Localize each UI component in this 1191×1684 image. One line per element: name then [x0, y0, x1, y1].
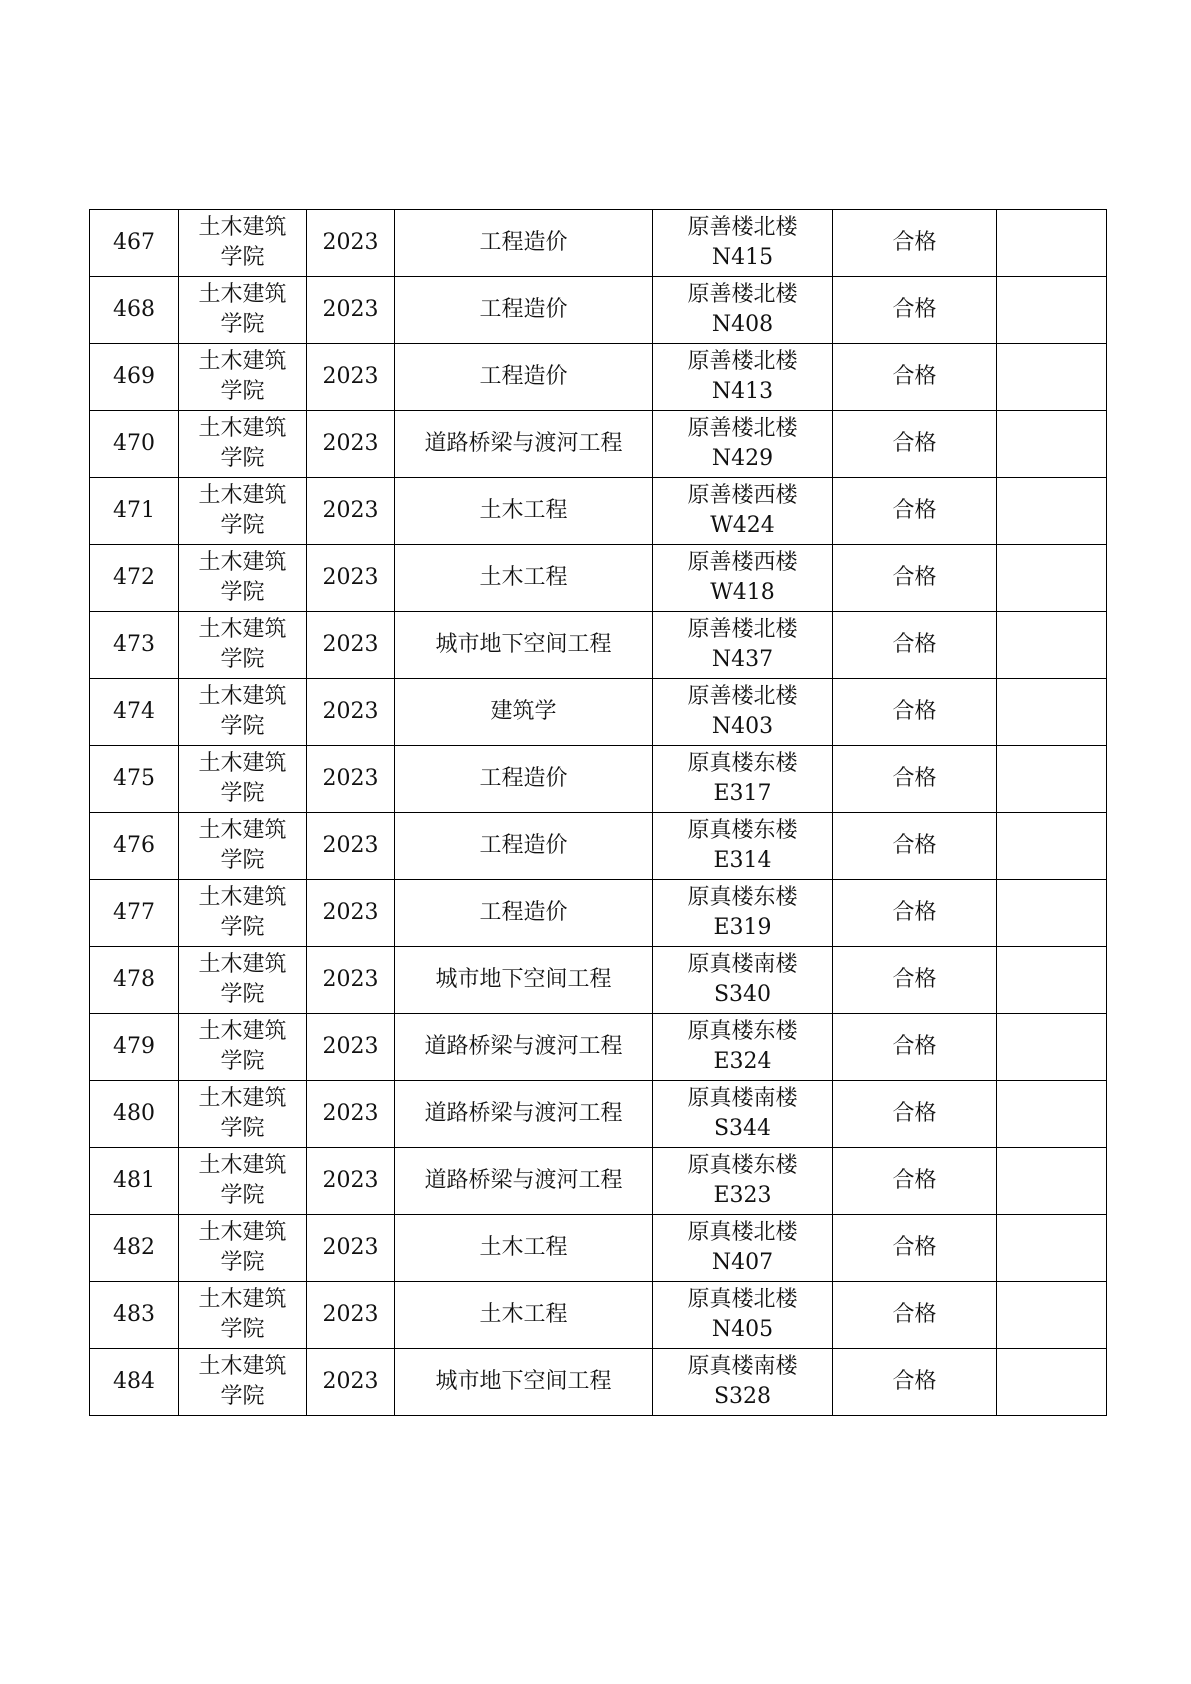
major-cell: 工程造价 — [395, 210, 653, 277]
college-line-1: 土木建筑 — [198, 1354, 287, 1379]
year-cell: 2023 — [307, 545, 395, 612]
college-line-1: 土木建筑 — [198, 1019, 287, 1044]
result-cell: 合格 — [833, 1215, 997, 1282]
major-cell: 城市地下空间工程 — [395, 1349, 653, 1416]
row-number-cell: 480 — [90, 1081, 179, 1148]
building-name: 原真楼东楼 — [687, 885, 798, 910]
college-cell — [179, 545, 307, 612]
college-cell — [179, 813, 307, 880]
building-name: 原善楼北楼 — [687, 684, 798, 709]
location-cell — [653, 210, 833, 277]
remarks-cell — [997, 210, 1107, 277]
location-cell — [653, 478, 833, 545]
major-cell: 工程造价 — [395, 277, 653, 344]
row-number-cell: 468 — [90, 277, 179, 344]
major-cell: 工程造价 — [395, 880, 653, 947]
college-cell — [179, 880, 307, 947]
result-cell: 合格 — [833, 880, 997, 947]
college-cell — [179, 1282, 307, 1349]
remarks-cell — [997, 1081, 1107, 1148]
table-row — [90, 277, 1107, 344]
room-number: S340 — [713, 982, 772, 1007]
college-line-1: 土木建筑 — [198, 885, 287, 910]
row-number-cell: 476 — [90, 813, 179, 880]
result-cell: 合格 — [833, 411, 997, 478]
room-number: W418 — [710, 580, 775, 605]
college-line-1: 土木建筑 — [198, 617, 287, 642]
college-cell — [179, 411, 307, 478]
year-cell: 2023 — [307, 813, 395, 880]
remarks-cell — [997, 1282, 1107, 1349]
major-cell: 工程造价 — [395, 813, 653, 880]
college-line-1: 土木建筑 — [198, 483, 287, 508]
location-cell — [653, 344, 833, 411]
result-cell: 合格 — [833, 478, 997, 545]
room-number: N415 — [711, 245, 774, 270]
college-line-2: 学院 — [220, 1183, 265, 1208]
location-cell — [653, 411, 833, 478]
building-name: 原真楼东楼 — [687, 1019, 798, 1044]
row-number-cell: 471 — [90, 478, 179, 545]
room-number: E319 — [713, 915, 772, 940]
college-cell — [179, 746, 307, 813]
location-cell — [653, 947, 833, 1014]
college-line-2: 学院 — [220, 379, 265, 404]
result-cell: 合格 — [833, 277, 997, 344]
row-number-cell: 469 — [90, 344, 179, 411]
table-row — [90, 1215, 1107, 1282]
major-cell: 道路桥梁与渡河工程 — [395, 1081, 653, 1148]
table-row — [90, 545, 1107, 612]
room-number: E317 — [713, 781, 772, 806]
college-line-1: 土木建筑 — [198, 952, 287, 977]
result-cell: 合格 — [833, 612, 997, 679]
room-number: S328 — [713, 1384, 772, 1409]
building-name: 原真楼南楼 — [687, 952, 798, 977]
building-name: 原善楼北楼 — [687, 215, 798, 240]
college-line-1: 土木建筑 — [198, 751, 287, 776]
college-line-1: 土木建筑 — [198, 1153, 287, 1178]
location-cell — [653, 1282, 833, 1349]
remarks-cell — [997, 277, 1107, 344]
year-cell: 2023 — [307, 210, 395, 277]
remarks-cell — [997, 947, 1107, 1014]
year-cell: 2023 — [307, 880, 395, 947]
remarks-cell — [997, 1014, 1107, 1081]
college-line-2: 学院 — [220, 915, 265, 940]
major-cell: 工程造价 — [395, 746, 653, 813]
table-row — [90, 1349, 1107, 1416]
building-name: 原善楼北楼 — [687, 349, 798, 374]
location-cell — [653, 746, 833, 813]
result-cell: 合格 — [833, 545, 997, 612]
result-cell: 合格 — [833, 1014, 997, 1081]
result-cell: 合格 — [833, 1282, 997, 1349]
table-row — [90, 1014, 1107, 1081]
location-cell — [653, 1148, 833, 1215]
major-cell: 城市地下空间工程 — [395, 947, 653, 1014]
table-row — [90, 210, 1107, 277]
table-row — [90, 679, 1107, 746]
building-name: 原真楼东楼 — [687, 818, 798, 843]
major-cell: 城市地下空间工程 — [395, 612, 653, 679]
result-cell: 合格 — [833, 1081, 997, 1148]
location-cell — [653, 1014, 833, 1081]
building-name: 原善楼西楼 — [687, 550, 798, 575]
remarks-cell — [997, 344, 1107, 411]
college-line-2: 学院 — [220, 1250, 265, 1275]
table-row — [90, 1282, 1107, 1349]
year-cell: 2023 — [307, 1014, 395, 1081]
college-line-2: 学院 — [220, 580, 265, 605]
college-cell — [179, 478, 307, 545]
college-line-2: 学院 — [220, 1116, 265, 1141]
room-number: W424 — [710, 513, 775, 538]
college-line-1: 土木建筑 — [198, 1086, 287, 1111]
room-number: N413 — [711, 379, 774, 404]
major-cell: 工程造价 — [395, 344, 653, 411]
row-number-cell: 479 — [90, 1014, 179, 1081]
remarks-cell — [997, 478, 1107, 545]
college-line-2: 学院 — [220, 1049, 265, 1074]
result-cell: 合格 — [833, 679, 997, 746]
result-cell: 合格 — [833, 1349, 997, 1416]
building-name: 原善楼北楼 — [687, 617, 798, 642]
row-number-cell: 467 — [90, 210, 179, 277]
table-row — [90, 478, 1107, 545]
college-line-1: 土木建筑 — [198, 282, 287, 307]
remarks-cell — [997, 880, 1107, 947]
college-line-1: 土木建筑 — [198, 1220, 287, 1245]
year-cell: 2023 — [307, 679, 395, 746]
year-cell: 2023 — [307, 1081, 395, 1148]
row-number-cell: 478 — [90, 947, 179, 1014]
location-cell — [653, 679, 833, 746]
year-cell: 2023 — [307, 478, 395, 545]
row-number-cell: 484 — [90, 1349, 179, 1416]
table-row — [90, 1081, 1107, 1148]
college-cell — [179, 612, 307, 679]
college-cell — [179, 210, 307, 277]
remarks-cell — [997, 1215, 1107, 1282]
year-cell: 2023 — [307, 411, 395, 478]
year-cell: 2023 — [307, 1215, 395, 1282]
major-cell: 道路桥梁与渡河工程 — [395, 1148, 653, 1215]
table-row — [90, 880, 1107, 947]
building-name: 原真楼东楼 — [687, 751, 798, 776]
college-cell — [179, 1014, 307, 1081]
result-cell: 合格 — [833, 1148, 997, 1215]
table-row — [90, 813, 1107, 880]
major-cell: 建筑学 — [395, 679, 653, 746]
room-number: N429 — [711, 446, 774, 471]
remarks-cell — [997, 545, 1107, 612]
college-cell — [179, 679, 307, 746]
college-line-2: 学院 — [220, 781, 265, 806]
college-line-2: 学院 — [220, 245, 265, 270]
location-cell — [653, 1215, 833, 1282]
result-cell: 合格 — [833, 813, 997, 880]
room-number: E323 — [713, 1183, 772, 1208]
college-line-2: 学院 — [220, 982, 265, 1007]
remarks-cell — [997, 612, 1107, 679]
location-cell — [653, 277, 833, 344]
result-cell: 合格 — [833, 344, 997, 411]
building-name: 原真楼北楼 — [687, 1287, 798, 1312]
college-line-2: 学院 — [220, 312, 265, 337]
building-name: 原真楼南楼 — [687, 1086, 798, 1111]
college-line-2: 学院 — [220, 714, 265, 739]
inspection-table — [89, 209, 1107, 1416]
college-line-2: 学院 — [220, 647, 265, 672]
remarks-cell — [997, 1148, 1107, 1215]
table-row — [90, 411, 1107, 478]
building-name: 原真楼北楼 — [687, 1220, 798, 1245]
major-cell: 土木工程 — [395, 478, 653, 545]
room-number: E324 — [713, 1049, 772, 1074]
room-number: S344 — [713, 1116, 772, 1141]
college-cell — [179, 277, 307, 344]
table-row — [90, 947, 1107, 1014]
table-body — [90, 210, 1107, 1416]
college-cell — [179, 1148, 307, 1215]
row-number-cell: 477 — [90, 880, 179, 947]
college-line-2: 学院 — [220, 848, 265, 873]
year-cell: 2023 — [307, 612, 395, 679]
row-number-cell: 481 — [90, 1148, 179, 1215]
year-cell: 2023 — [307, 947, 395, 1014]
remarks-cell — [997, 411, 1107, 478]
row-number-cell: 473 — [90, 612, 179, 679]
college-cell — [179, 1081, 307, 1148]
college-line-2: 学院 — [220, 446, 265, 471]
college-cell — [179, 947, 307, 1014]
college-cell — [179, 344, 307, 411]
remarks-cell — [997, 1349, 1107, 1416]
college-line-1: 土木建筑 — [198, 818, 287, 843]
year-cell: 2023 — [307, 277, 395, 344]
location-cell — [653, 612, 833, 679]
row-number-cell: 475 — [90, 746, 179, 813]
building-name: 原真楼东楼 — [687, 1153, 798, 1178]
row-number-cell: 483 — [90, 1282, 179, 1349]
major-cell: 道路桥梁与渡河工程 — [395, 1014, 653, 1081]
college-line-1: 土木建筑 — [198, 349, 287, 374]
row-number-cell: 472 — [90, 545, 179, 612]
room-number: N405 — [711, 1317, 774, 1342]
college-cell — [179, 1349, 307, 1416]
college-line-1: 土木建筑 — [198, 550, 287, 575]
building-name: 原真楼南楼 — [687, 1354, 798, 1379]
college-line-1: 土木建筑 — [198, 215, 287, 240]
building-name: 原善楼北楼 — [687, 416, 798, 441]
college-line-2: 学院 — [220, 1317, 265, 1342]
building-name: 原善楼北楼 — [687, 282, 798, 307]
year-cell: 2023 — [307, 1349, 395, 1416]
room-number: N407 — [711, 1250, 774, 1275]
year-cell: 2023 — [307, 1282, 395, 1349]
result-cell: 合格 — [833, 746, 997, 813]
result-cell: 合格 — [833, 947, 997, 1014]
building-name: 原善楼西楼 — [687, 483, 798, 508]
major-cell: 土木工程 — [395, 1215, 653, 1282]
row-number-cell: 474 — [90, 679, 179, 746]
major-cell: 土木工程 — [395, 545, 653, 612]
location-cell — [653, 1349, 833, 1416]
college-line-2: 学院 — [220, 1384, 265, 1409]
location-cell — [653, 1081, 833, 1148]
major-cell: 道路桥梁与渡河工程 — [395, 411, 653, 478]
remarks-cell — [997, 679, 1107, 746]
remarks-cell — [997, 746, 1107, 813]
college-line-1: 土木建筑 — [198, 416, 287, 441]
location-cell — [653, 545, 833, 612]
room-number: E314 — [713, 848, 772, 873]
major-cell: 土木工程 — [395, 1282, 653, 1349]
remarks-cell — [997, 813, 1107, 880]
college-line-1: 土木建筑 — [198, 684, 287, 709]
room-number: N408 — [711, 312, 774, 337]
college-cell — [179, 1215, 307, 1282]
row-number-cell: 470 — [90, 411, 179, 478]
college-line-1: 土木建筑 — [198, 1287, 287, 1312]
location-cell — [653, 880, 833, 947]
year-cell: 2023 — [307, 746, 395, 813]
college-line-2: 学院 — [220, 513, 265, 538]
room-number: N403 — [711, 714, 774, 739]
table-row — [90, 344, 1107, 411]
row-number-cell: 482 — [90, 1215, 179, 1282]
table-row — [90, 746, 1107, 813]
result-cell: 合格 — [833, 210, 997, 277]
table-row — [90, 612, 1107, 679]
table-row — [90, 1148, 1107, 1215]
year-cell: 2023 — [307, 1148, 395, 1215]
year-cell: 2023 — [307, 344, 395, 411]
room-number: N437 — [711, 647, 774, 672]
location-cell — [653, 813, 833, 880]
